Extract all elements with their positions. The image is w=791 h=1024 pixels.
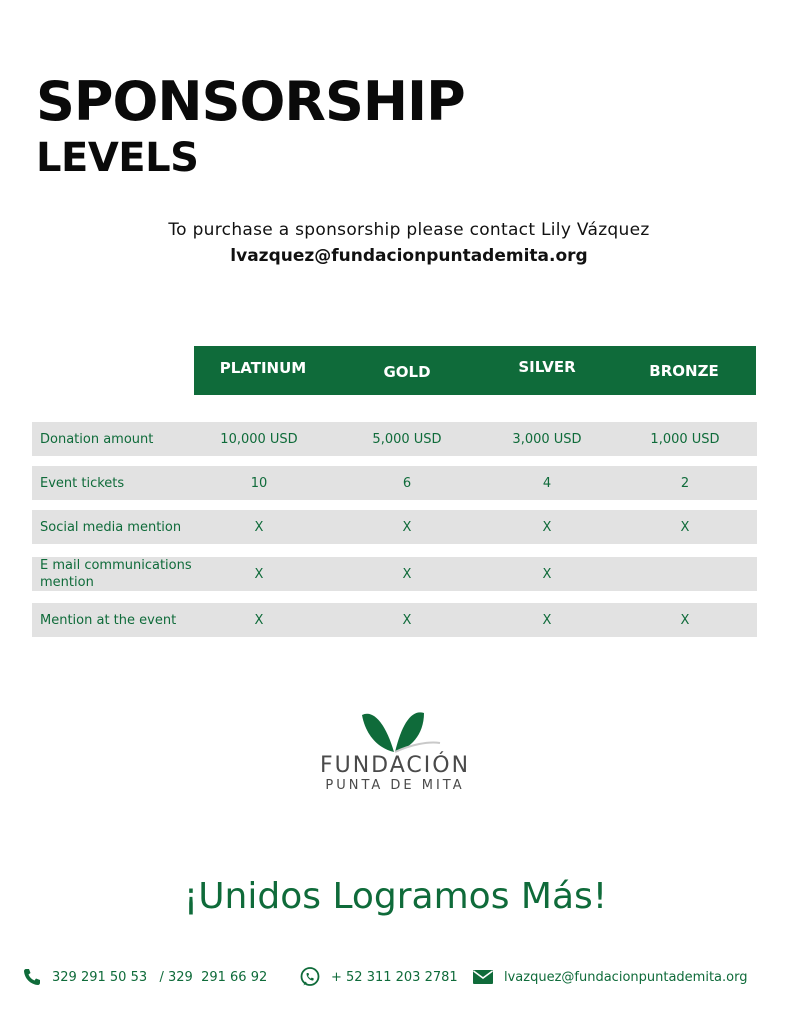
cell-silver: X — [542, 612, 552, 628]
tier-gold: GOLD — [383, 362, 431, 381]
cell-gold: X — [402, 519, 412, 535]
cell-platinum: X — [254, 519, 264, 535]
cell-gold: 5,000 USD — [372, 431, 442, 447]
logo-name-line2: PUNTA DE MITA — [325, 778, 465, 793]
cell-gold: 6 — [402, 475, 412, 491]
table-row — [32, 603, 757, 637]
row-label: Social media mention — [40, 519, 182, 535]
page-subtitle: LEVELS — [36, 135, 199, 181]
cell-gold: X — [402, 612, 412, 628]
row-label: Donation amount — [40, 431, 154, 447]
envelope-icon — [472, 969, 494, 985]
row-label: Event tickets — [40, 475, 125, 491]
cell-platinum: X — [254, 566, 264, 582]
cell-bronze: 2 — [680, 475, 690, 491]
phones-text: 329 291 50 53 / 329 291 66 92 — [52, 969, 268, 985]
cell-platinum: X — [254, 612, 264, 628]
cell-silver: X — [542, 566, 552, 582]
table-row — [32, 466, 757, 500]
table-row — [32, 557, 757, 591]
butterfly-leaf-icon — [300, 705, 490, 755]
table-row — [32, 422, 757, 456]
tier-silver: SILVER — [518, 357, 576, 376]
table-row — [32, 510, 757, 544]
tier-bronze: BRONZE — [649, 361, 719, 380]
cell-silver: X — [542, 519, 552, 535]
cell-bronze: X — [680, 612, 690, 628]
contact-instruction: To purchase a sponsorship please contact Lily Vázquez — [168, 220, 650, 240]
whatsapp-icon — [299, 966, 321, 988]
footer-phones[interactable] — [22, 966, 267, 988]
slogan: ¡Unidos Logramos Más! — [183, 876, 608, 917]
page-title: SPONSORSHIP — [36, 70, 465, 133]
contact-email[interactable]: lvazquez@fundacionpuntademita.org — [230, 246, 588, 266]
cell-gold: X — [402, 566, 412, 582]
cell-silver: 3,000 USD — [512, 431, 582, 447]
cell-bronze: 1,000 USD — [650, 431, 720, 447]
cell-platinum: 10 — [250, 475, 268, 491]
cell-bronze — [630, 557, 740, 591]
row-label: Mention at the event — [40, 612, 177, 628]
tier-header-bar — [194, 346, 756, 395]
cell-bronze: X — [680, 519, 690, 535]
phone-icon — [22, 967, 42, 987]
fundacion-logo — [300, 705, 490, 800]
whatsapp-text: + 52 311 203 2781 — [331, 969, 458, 985]
footer-email[interactable] — [472, 966, 747, 988]
cell-platinum: 10,000 USD — [220, 431, 298, 447]
logo-name-line1: FUNDACIÓN — [319, 753, 471, 778]
footer-whatsapp[interactable] — [299, 966, 458, 988]
row-label: E mail communications mention — [40, 558, 192, 590]
tier-platinum: PLATINUM — [219, 358, 307, 377]
cell-silver: 4 — [542, 475, 552, 491]
email-text: lvazquez@fundacionpuntademita.org — [504, 969, 748, 985]
